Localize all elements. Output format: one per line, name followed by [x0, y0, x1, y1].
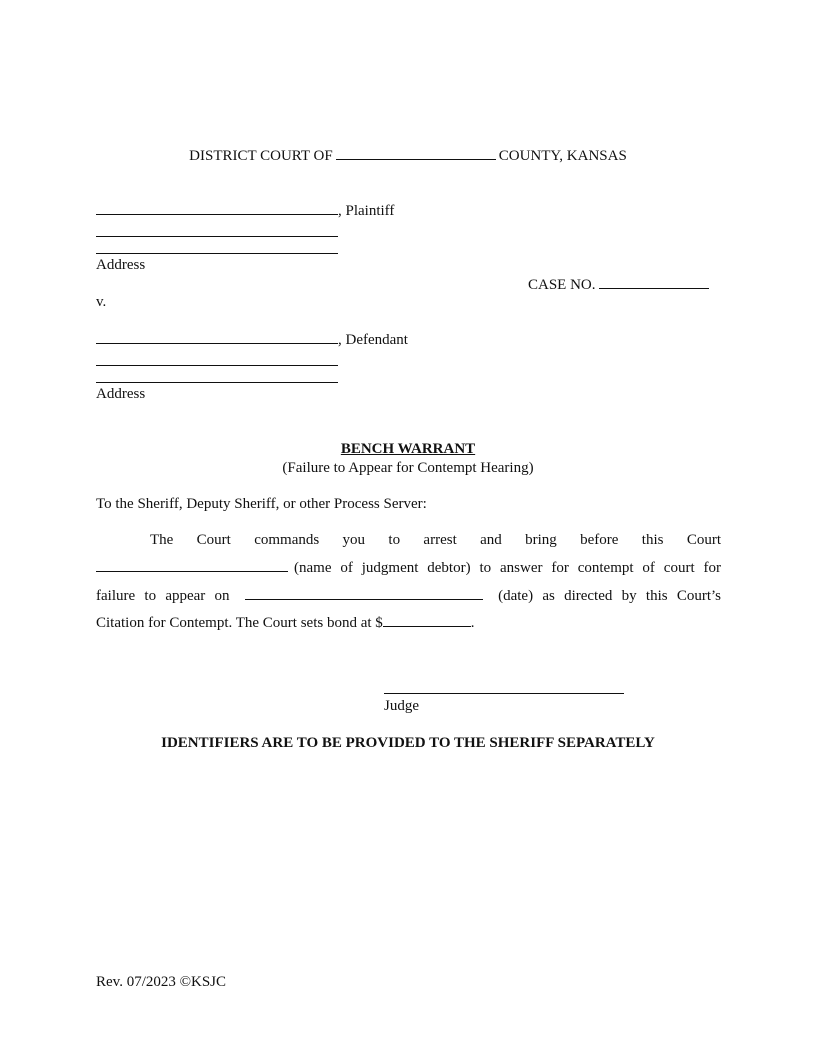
revision-footer: Rev. 07/2023 ©KSJC [96, 974, 227, 990]
body-line-2 [96, 555, 721, 583]
court-heading-prefix: DISTRICT COURT OF [189, 148, 333, 164]
defendant-name-blank[interactable] [96, 330, 338, 344]
appearance-date-blank[interactable] [245, 586, 483, 600]
defendant-address-label: Address [96, 386, 146, 402]
defendant-label: , Defendant [338, 332, 408, 348]
defendant-line [96, 330, 408, 349]
judge-signature-line[interactable] [384, 693, 624, 694]
county-blank[interactable] [336, 146, 496, 160]
court-heading-suffix: COUNTY, KANSAS [498, 148, 627, 164]
body-line-4-suffix: . [470, 615, 475, 632]
plaintiff-address-line-1[interactable] [96, 236, 338, 237]
body-line-4-prefix: Citation for Contempt. The Court sets bond at $ [96, 615, 383, 632]
defendant-address-line-2[interactable] [96, 382, 338, 383]
plaintiff-label: , Plaintiff [338, 203, 395, 219]
identifiers-notice: IDENTIFIERS ARE TO BE PROVIDED TO THE SHERIFF SEPARATELY [161, 735, 655, 751]
defendant-address-line-1[interactable] [96, 365, 338, 366]
document-subtitle: (Failure to Appear for Contempt Hearing) [282, 460, 534, 476]
case-number-blank[interactable] [599, 275, 709, 289]
plaintiff-address-label: Address [96, 257, 146, 273]
court-heading [0, 146, 816, 165]
plaintiff-name-blank[interactable] [96, 201, 338, 215]
body-line-1 [96, 527, 721, 555]
versus-label: v. [96, 294, 107, 310]
plaintiff-line [96, 201, 394, 220]
case-number-label: CASE NO. [528, 277, 596, 293]
body-line-3-prefix: failure to appear on [96, 587, 230, 604]
body-line-1-text: The Court commands you to arrest and bring before this Court [150, 532, 721, 548]
document-title: BENCH WARRANT [340, 441, 476, 457]
bond-amount-blank[interactable] [383, 613, 471, 627]
body-line-4 [96, 610, 721, 638]
body-line-2-text: (name of judgment debtor) to answer for contempt of court for [294, 559, 721, 576]
judgment-debtor-blank[interactable] [96, 558, 288, 572]
body-line-3 [96, 583, 721, 611]
warrant-body [96, 527, 721, 638]
case-number [528, 275, 709, 294]
judge-label: Judge [384, 698, 419, 714]
salutation: To the Sheriff, Deputy Sheriff, or other Process Server: [96, 496, 427, 512]
body-line-3-suffix: (date) as directed by this Court’s [498, 587, 722, 604]
plaintiff-address-line-2[interactable] [96, 253, 338, 254]
